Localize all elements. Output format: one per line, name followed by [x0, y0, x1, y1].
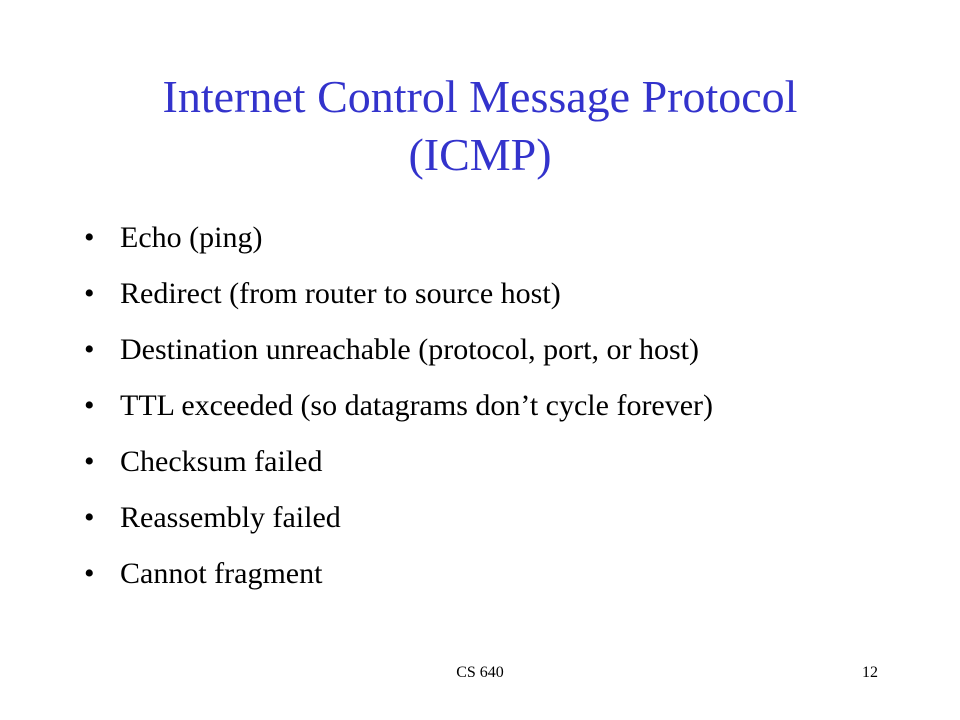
bullet-icon: •	[84, 221, 95, 254]
footer-course: CS 640	[456, 664, 504, 681]
bullet-text: Redirect (from router to source host)	[120, 277, 561, 310]
bullet-icon: •	[84, 277, 95, 310]
bullet-item-redirect	[84, 272, 904, 328]
bullet-item-checksum-failed	[84, 440, 904, 496]
footer-page-number: 12	[862, 664, 878, 681]
bullet-item-ttl-exceeded	[84, 384, 904, 440]
bullet-icon: •	[84, 557, 95, 590]
bullet-item-echo	[84, 216, 904, 272]
slide-title	[60, 68, 900, 184]
bullet-text: Echo (ping)	[120, 221, 263, 254]
slide-title-line-2: (ICMP)	[408, 129, 552, 180]
bullet-item-cannot-fragment	[84, 552, 904, 608]
bullet-icon: •	[84, 389, 95, 422]
bullet-text: Destination unreachable (protocol, port, or host)	[120, 333, 699, 366]
bullet-item-destination-unreachable	[84, 328, 904, 384]
bullet-text: TTL exceeded (so datagrams don’t cycle forever)	[120, 389, 714, 422]
bullet-icon: •	[84, 501, 95, 534]
bullet-list	[84, 216, 904, 608]
bullet-text: Checksum failed	[120, 445, 323, 478]
bullet-icon: •	[84, 445, 95, 478]
bullet-text: Reassembly failed	[120, 501, 341, 534]
bullet-icon: •	[84, 333, 95, 366]
bullet-item-reassembly-failed	[84, 496, 904, 552]
bullet-text: Cannot fragment	[120, 557, 323, 590]
slide-title-line-1: Internet Control Message Protocol	[162, 71, 798, 122]
